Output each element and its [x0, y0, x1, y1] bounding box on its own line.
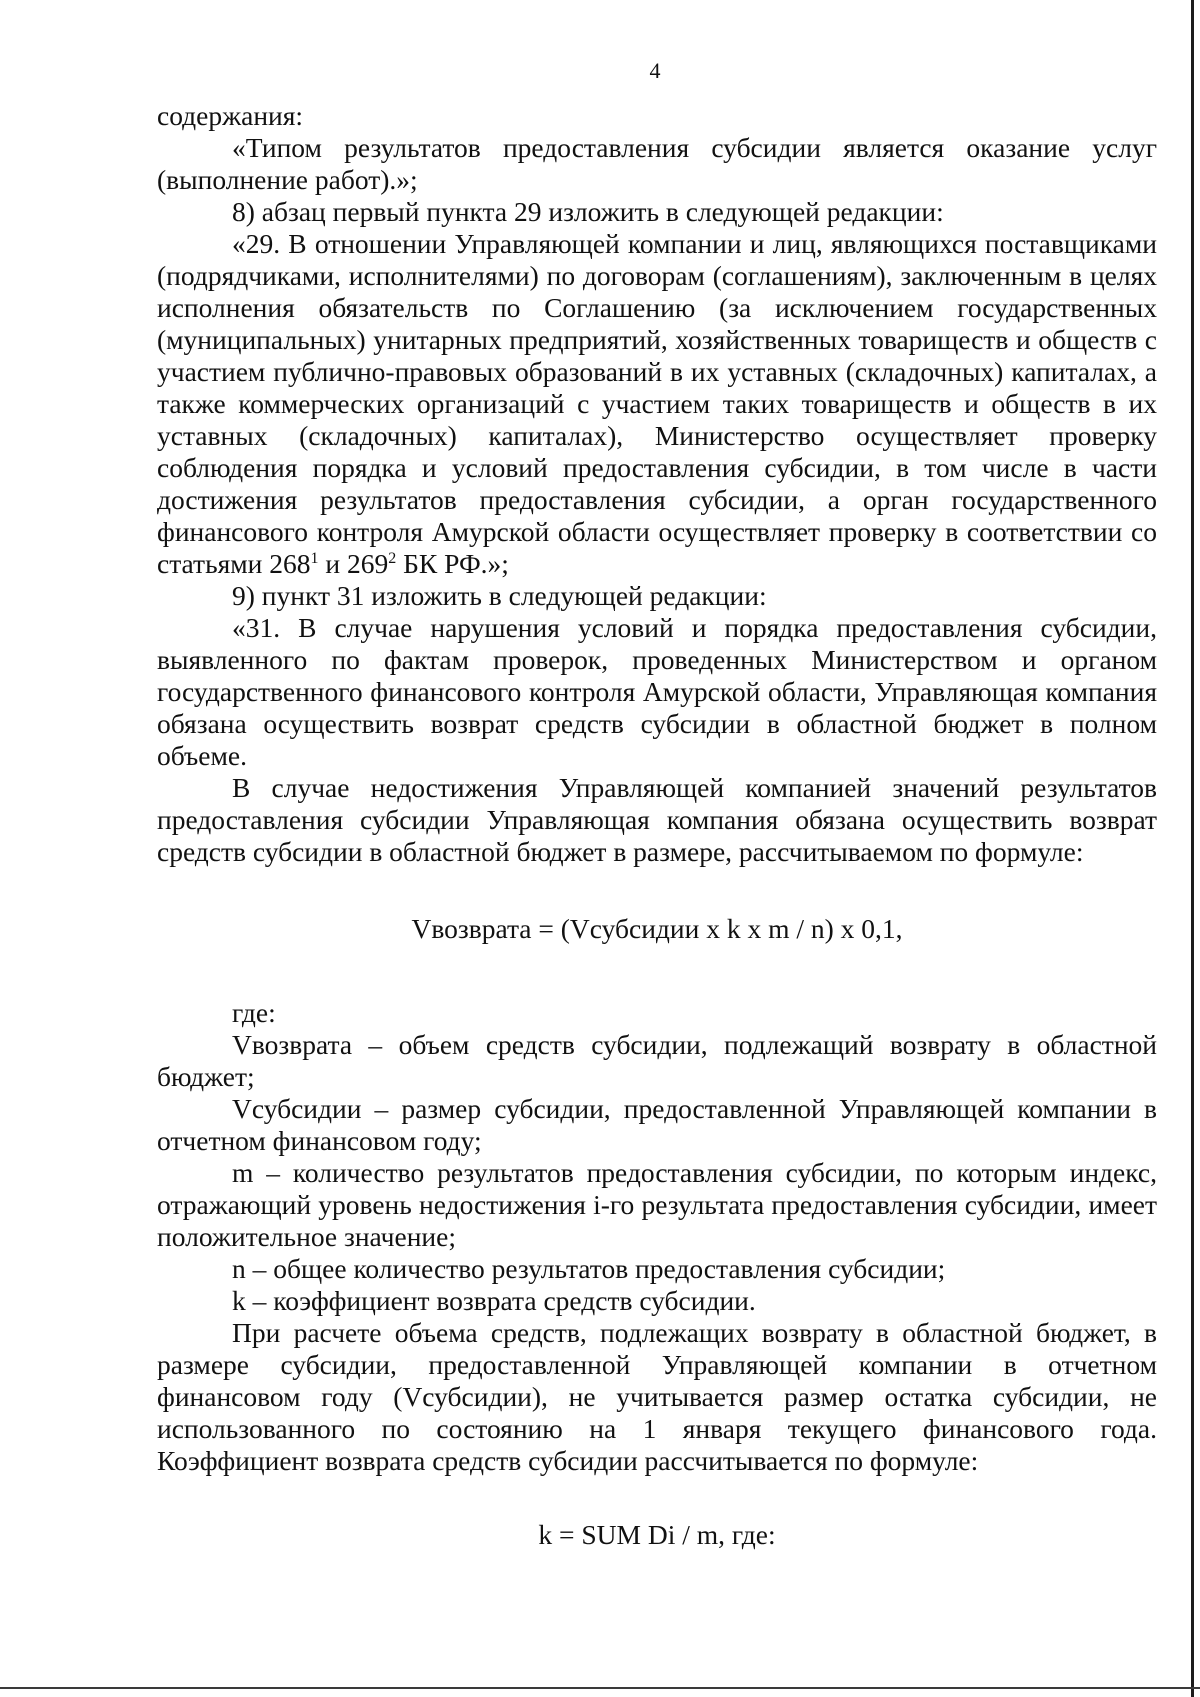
paragraph-item-9: 9) пункт 31 изложить в следующей редакции: — [232, 580, 767, 611]
definition-v-subsidy: Vсубсидии – размер субсидии, предоставленной Управляющей компании в отчетном финансовом году; — [157, 1093, 1157, 1156]
article-269: $269^2$ — [346, 548, 397, 579]
scan-edge-right — [1191, 0, 1194, 1697]
definition-v-return: Vвозврата – объем средств субсидии, подлежащий возврату в областной бюджет; — [157, 1029, 1157, 1092]
scan-edge-bottom — [0, 1687, 1200, 1689]
formula-coefficient-k: k = SUM Di / m, где: — [538, 1519, 776, 1550]
paragraph-where: где: — [232, 997, 276, 1028]
document-body — [157, 100, 1157, 1551]
point-29-text: «29. В отношении Управляющей компании и лиц, являющихся поставщиками (подрядчиками, исполнителями) по договорам (соглашениям), заключенным в целях исполнения обязательств по Соглашению (за исключением государственных (муниципальных) унитарных предприятий, хозяйственных товариществ и обществ с участием публично-правовых образований в их уставных (складочных) капиталах, а также коммерческих организаций с участием таких товариществ и обществ в их уставных (складочных) капиталах), Министерство осуществляет проверку соблюдения порядка и условий предоставления субсидии, в том числе в части достижения результатов предоставления субсидии, а орган государственного финансового контроля Амурской области осуществляет проверку в соответствии со статьями — [157, 228, 1157, 579]
formula-return-volume: Vвозврата = (Vсубсидии x k x m / n) x 0,1, — [411, 913, 903, 944]
paragraph-point-29: «29. В отношении Управляющей компании и лиц, являющихся поставщиками (подрядчиками, исполнителями) по договорам (соглашениям), заключенным в целях исполнения обязательств по Соглашению (за исключением государственных (муниципальных) унитарных предприятий, хозяйственных товариществ и обществ с участием публично-правовых образований в их уставных (складочных) капиталах, а также коммерческих организаций с участием таких товариществ и обществ в их уставных (складочных) капиталах), Министерство осуществляет проверку соблюдения порядка и условий предоставления субсидии, в том числе в части достижения результатов предоставления субсидии, а орган государственного финансового контроля Амурской области осуществляет проверку в соответствии со статьями $268^1$ и $269^2$ БК РФ.»; — [157, 228, 1157, 579]
paragraph-non-achievement: В случае недостижения Управляющей компанией значений результатов предоставления субсидии Управляющая компания обязана осуществить возврат средств субсидии в областной бюджет в размере, рассчитываемом по формуле: — [157, 772, 1157, 867]
definition-m: m – количество результатов предоставления субсидии, по которым индекс, отражающий уровень недостижения i-го результата предоставления субсидии, имеет положительное значение; — [157, 1157, 1157, 1252]
definition-n: n – общее количество результатов предоставления субсидии; — [232, 1253, 946, 1284]
paragraph-continuation: содержания: — [157, 100, 304, 131]
paragraph-point-31: «31. В случае нарушения условий и порядка предоставления субсидии, выявленного по фактам проверок, проведенных Министерством и органом государственного финансового контроля Амурской области, Управляющая компания обязана осуществить возврат средств субсидии в областной бюджет в полном объеме. — [157, 612, 1157, 771]
paragraph-calculation-note: При расчете объема средств, подлежащих возврату в областной бюджет, в размере субсидии, предоставленной Управляющей компании в отчетном финансовом году (Vсубсидии), не учитывается размер остатка субсидии, не использованного по состоянию на 1 января текущего финансового года. Коэффициент возврата средств субсидии рассчитывается по формуле: — [157, 1317, 1157, 1476]
definition-k: k – коэффициент возврата средств субсидии. — [232, 1285, 756, 1316]
paragraph-item-8: 8) абзац первый пункта 29 изложить в следующей редакции: — [232, 196, 944, 227]
article-268: $268^1$ — [269, 548, 319, 579]
page-number: 4 — [649, 58, 661, 83]
paragraph-quote-result-type: «Типом результатов предоставления субсидии является оказание услуг (выполнение работ).»; — [157, 132, 1157, 195]
